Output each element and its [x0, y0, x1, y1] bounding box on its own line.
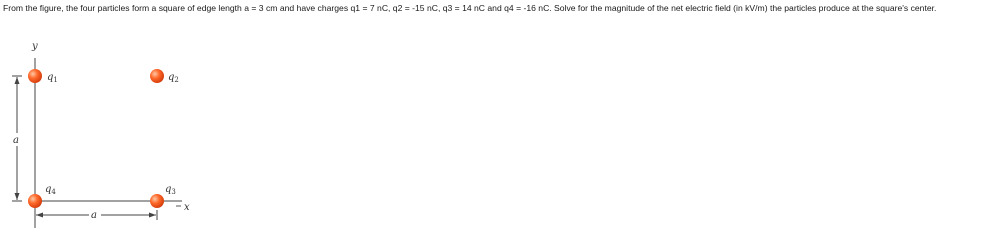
- charge-q3-label: $q_3$: [165, 184, 176, 196]
- charge-q1-ball: [28, 69, 42, 83]
- charge-q2-ball: [150, 69, 164, 83]
- charge-q3-ball: [150, 194, 164, 208]
- question-text: From the figure, the four particles form a square of edge length a = 3 cm and have charges q1 = 7 nC, q2 = -15 nC, q3 = 14 nC and q4 = -16 nC. Solve for the magnitude of the net electric field (in kV/m) the particles produce at the square's center.: [3, 3, 937, 13]
- vertical-edge-label: a: [13, 135, 19, 146]
- y-axis-label: y: [32, 41, 38, 52]
- charge-q4-ball: [28, 194, 42, 208]
- vertical-edge-dimension: [12, 76, 22, 201]
- charge-q1-label: $q_1$: [47, 72, 58, 84]
- charge-q4-label: $q_4$: [45, 184, 56, 196]
- x-axis-label: x: [184, 202, 190, 213]
- horizontal-edge-label: a: [91, 210, 97, 221]
- charge-q2-label: $q_2$: [168, 72, 179, 84]
- horizontal-edge-dimension: [35, 210, 157, 221]
